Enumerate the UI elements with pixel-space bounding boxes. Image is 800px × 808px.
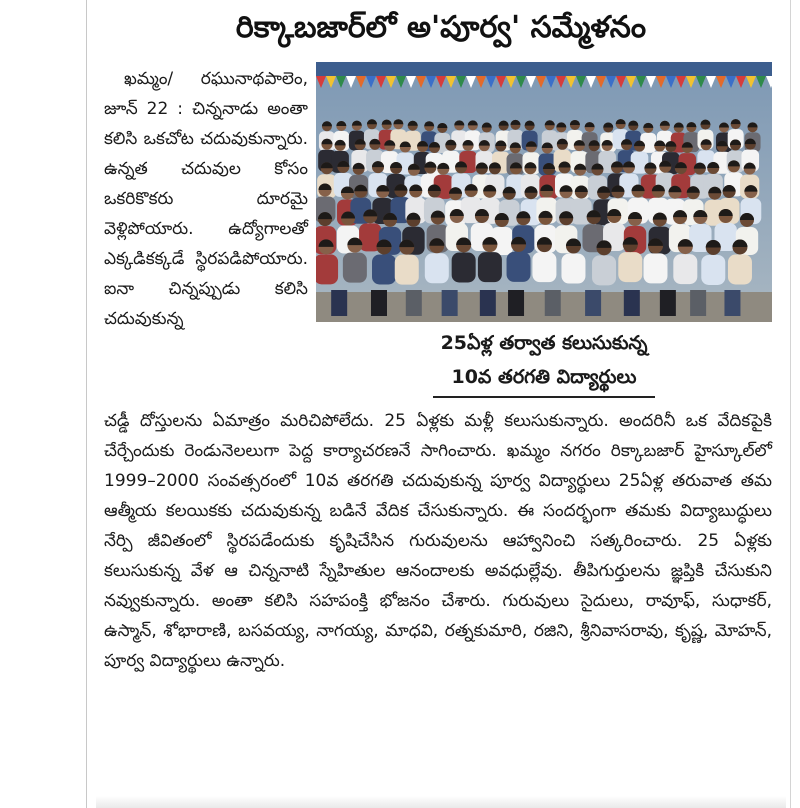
group-photo <box>316 62 772 322</box>
lead-paragraph <box>104 64 308 334</box>
lead-column <box>104 64 308 334</box>
column-rule-left <box>86 0 87 808</box>
column-rule-right <box>790 0 791 808</box>
photo-caption <box>316 326 772 398</box>
caption-line-1: 25ఏళ్ల తర్వాత కలుసుకున్న <box>440 332 648 354</box>
lead-text: చిన్ననాడు అంతా కలిసి ఒకచోట చదువుకున్నారు. ఉన్నత చదువుల కోసం ఒకరికొకరు దూరమై వెళ్లిపోయారు. ఉద్యోగాలతో ఎక్కడికక్కడే స్థిరపడిపోయారు. ఐనా చిన్నప్పుడు కలిసి చదువుకున్న <box>104 99 309 329</box>
article-headline: రిక్కాబజార్‌లో అ'పూర్వ' సమ్మేళనం <box>235 10 647 45</box>
caption-line-2: 10వ తరగతి విద్యార్థులు <box>451 366 637 388</box>
body-paragraph: చడ్డీ దోస్తులను ఏమాత్రం మరిచిపోలేదు. 25 ఏళ్లకు మళ్లీ కలుసుకున్నారు. అందరినీ ఒక వేదికపైకి చేర్చేందుకు రెండునెలలుగా పెద్ద కార్యాచరణనే సాగించారు. ఖమ్మం నగరం రిక్కాబజార్ హైస్కూల్‌లో 1999–2000 సంవత్సరంలో 10వ తరగతి చదువుకున్న పూర్వ విద్యార్థులు 25ఏళ్ల తరువాత తమ ఆత్మీయ కలయికకు చదువుకున్న బడినే వేదిక చేసుకున్నారు. ఈ సందర్భంగా తమకు విద్యాబుద్ధులు నేర్పి జీవితంలో స్థిరపడేందుకు కృషిచేసిన గురువులను ఆహ్వానించి సత్కరించారు. 25 ఏళ్లకు కలుసుకున్న వేళ ఆ చిన్ననాటి స్నేహితుల ఆనందాలకు అవధుల్లేవు. తీపిగుర్తులను జ్ఞప్తికి చేసుకుని నవ్వుకున్నారు. అంతా కలిసి సహపంక్తి భోజనం చేశారు. గురువులు సైదులు, రావూఫ్, సుధాకర్, ఉస్మాన్, శోభారాణి, బసవయ్య, నాగయ్య, మాధవి, రత్నకుమారి, రజిని, శ్రీనివాసరావు, కృష్ణ, మోహన్, పూర్వ విద్యార్థులు ఉన్నారు. <box>104 411 772 671</box>
caption-underline <box>433 396 655 398</box>
body-column <box>104 406 772 676</box>
dateline: ఖమ్మం/ రఘునాథపాలెం, జూన్ 22 : <box>104 69 308 119</box>
page-edge <box>96 796 786 808</box>
